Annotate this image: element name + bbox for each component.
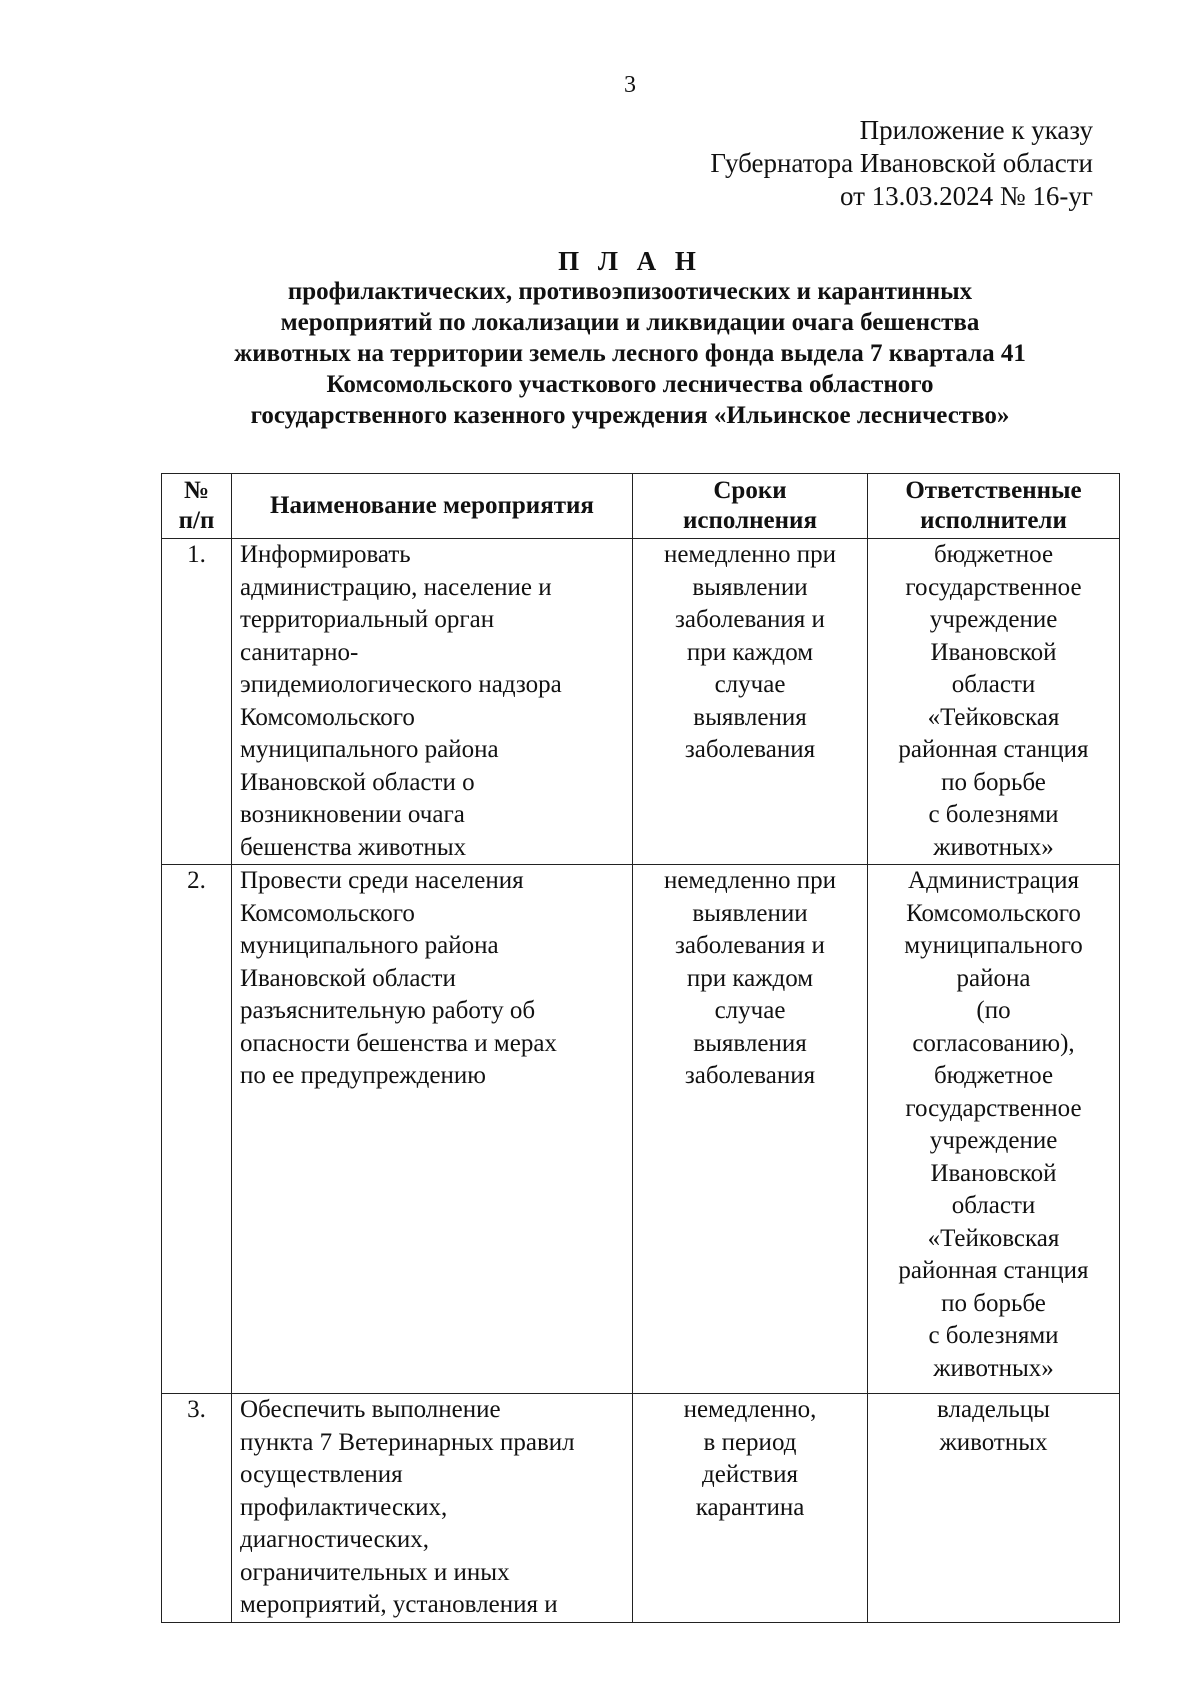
cell-line: выявлении	[692, 573, 808, 601]
cell-line: разъяснительную работу об	[240, 997, 536, 1024]
responsible-cell	[868, 865, 1120, 1394]
cell-line: государственное	[905, 1094, 1082, 1122]
cell-line: «Тейковская	[927, 703, 1060, 731]
cell-line: выявления	[693, 1029, 807, 1057]
table-row	[162, 1394, 1120, 1623]
table-header-row	[162, 474, 1120, 539]
cell-line: с болезнями	[928, 1322, 1059, 1349]
header-activity-name	[232, 474, 633, 539]
cell-line: пункта 7 Ветеринарных правил	[240, 1428, 575, 1456]
cell-line: мероприятий, установления и	[240, 1591, 558, 1618]
subtitle-line: государственного казенного учреждения «Ильинское лесничество»	[250, 402, 1010, 429]
cell-line: при каждом	[686, 964, 814, 992]
cell-line: заболевания	[684, 1062, 816, 1089]
cell-line: животных»	[933, 833, 1054, 861]
plan-table	[161, 473, 1120, 1623]
subtitle-line: мероприятий по локализации и ликвидации очага бешенства	[280, 309, 980, 336]
cell-line: действия	[702, 1461, 798, 1488]
cell-line: «Тейковская	[927, 1224, 1060, 1252]
cell-line: муниципального района	[240, 932, 499, 959]
cell-line: (по	[976, 997, 1011, 1024]
cell-line: немедленно при	[663, 867, 837, 894]
cell-line: территориальный орган	[240, 606, 495, 633]
cell-line: выявлении	[692, 899, 808, 927]
cell-line: по борьбе	[941, 768, 1046, 796]
cell-line: согласованию),	[912, 1029, 1075, 1057]
table-row	[162, 539, 1120, 865]
cell-line: осуществления	[240, 1461, 403, 1488]
header-line: Сроки	[713, 477, 787, 504]
cell-line: выявления	[693, 703, 807, 731]
deadline-cell	[633, 539, 868, 865]
cell-line: Провести среди населения	[240, 867, 524, 894]
cell-line: немедленно,	[683, 1396, 817, 1423]
cell-line: учреждение	[929, 1127, 1058, 1154]
cell-line: заболевания и	[675, 606, 825, 633]
cell-line: Информировать	[240, 541, 411, 568]
responsible-cell	[868, 539, 1120, 865]
activity-name-cell	[232, 539, 633, 865]
cell-line: области	[951, 1192, 1036, 1219]
deadline-cell	[633, 865, 868, 1394]
cell-line: животных	[939, 1428, 1048, 1456]
appendix-line: Приложение к указу	[859, 115, 1093, 145]
cell-line: муниципального	[904, 932, 1083, 959]
cell-line: владельцы	[937, 1396, 1050, 1423]
appendix-line: от 13.03.2024 № 16-уг	[839, 181, 1093, 211]
header-line: Ответственные	[905, 477, 1082, 504]
cell-line: учреждение	[929, 606, 1058, 633]
cell-line: ограничительных и иных	[240, 1558, 510, 1586]
cell-line: бюджетное	[933, 541, 1054, 568]
cell-line: заболевания и	[675, 932, 825, 959]
cell-line: случае	[714, 997, 786, 1024]
cell-line: бешенства животных	[240, 833, 467, 861]
header-line: п/п	[178, 507, 215, 534]
cell-line: муниципального района	[240, 736, 499, 763]
page-number: 3	[624, 72, 636, 98]
appendix-block	[710, 114, 1093, 213]
activity-name-cell	[232, 865, 633, 1394]
deadline-cell	[633, 1394, 868, 1623]
cell-line: Ивановской области	[240, 964, 456, 992]
document-title	[140, 246, 1120, 431]
plan-heading: П Л А Н	[558, 246, 702, 276]
cell-line: администрацию, население и	[240, 573, 552, 601]
cell-line: Комсомольского	[240, 899, 415, 927]
header-line: исполнители	[920, 507, 1067, 534]
cell-line: случае	[714, 671, 786, 698]
cell-line: района	[956, 964, 1031, 992]
cell-line: немедленно при	[663, 541, 837, 568]
row-number: 3.	[162, 1394, 232, 1623]
cell-line: с болезнями	[928, 801, 1059, 828]
cell-line: эпидемиологического надзора	[240, 671, 562, 698]
subtitle-line: профилактических, противоэпизоотических и карантинных	[287, 278, 973, 305]
cell-line: возникновении очага	[240, 801, 465, 828]
subtitle-line: Комсомольского участкового лесничества областного	[326, 371, 934, 398]
cell-line: профилактических,	[240, 1493, 448, 1521]
cell-line: в период	[703, 1428, 797, 1456]
cell-line: санитарно-	[240, 638, 359, 666]
cell-line: при каждом	[686, 638, 814, 666]
table-row	[162, 865, 1120, 1394]
cell-line: по борьбе	[941, 1289, 1046, 1317]
cell-line: опасности бешенства и мерах	[240, 1029, 557, 1057]
header-line: №	[183, 477, 210, 504]
cell-line: области	[951, 671, 1036, 698]
cell-line: бюджетное	[933, 1062, 1054, 1089]
cell-line: районная станция	[898, 736, 1089, 763]
activity-name-cell	[232, 1394, 633, 1623]
subtitle-line: животных на территории земель лесного фонда выдела 7 квартала 41	[234, 340, 1026, 367]
cell-line: государственное	[905, 573, 1082, 601]
header-line: Наименование мероприятия	[270, 492, 594, 519]
cell-line: животных»	[933, 1354, 1054, 1382]
header-line: исполнения	[683, 507, 817, 534]
cell-line: Ивановской области о	[240, 768, 475, 796]
row-number: 1.	[162, 539, 232, 865]
row-number: 2.	[162, 865, 232, 1394]
appendix-line: Губернатора Ивановской области	[710, 148, 1093, 178]
header-responsible	[868, 474, 1120, 539]
cell-line: диагностических,	[240, 1526, 430, 1553]
cell-line: по ее предупреждению	[240, 1062, 486, 1089]
header-deadline	[633, 474, 868, 539]
cell-line: Обеспечить выполнение	[240, 1396, 501, 1423]
responsible-cell	[868, 1394, 1120, 1623]
cell-line: заболевания	[684, 736, 816, 763]
cell-line: Ивановской	[930, 1159, 1057, 1187]
cell-line: Комсомольского	[240, 703, 415, 731]
cell-line: Ивановской	[930, 638, 1057, 666]
cell-line: районная станция	[898, 1257, 1089, 1284]
plan-subtitle	[140, 276, 1120, 431]
header-number	[162, 474, 232, 539]
cell-line: Комсомольского	[906, 899, 1081, 927]
cell-line: Администрация	[908, 867, 1079, 894]
cell-line: карантина	[695, 1493, 805, 1521]
